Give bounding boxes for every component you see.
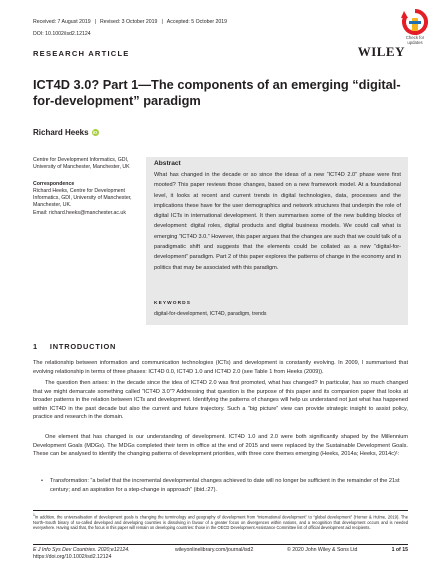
bullet-item-transformation [41, 477, 408, 494]
page-number: 1 of 15 [391, 547, 408, 553]
article-doi-url[interactable]: https://doi.org/10.1002/isd2.12124 [33, 554, 112, 560]
footer-divider [33, 544, 408, 545]
footer-journal-citation [33, 547, 130, 561]
bullet-text: Transformation: “a belief that the incremental developmental changes achieved to date will no longer be sufficient in the remainder of the 21st century; and an aspiration for a step-change in approach” (ibid.:27). [50, 478, 400, 493]
section-heading-introduction [33, 342, 116, 351]
footnote-divider [33, 510, 408, 511]
doi-link[interactable]: DOI: 10.1002/isd2.12124 [33, 31, 91, 37]
author-name[interactable]: Richard Heeks [33, 128, 89, 137]
author-line [33, 128, 99, 137]
abstract-text: What has changed in the decade or so since the ideas of a new “ICT4D 2.0” phase were first mooted? This paper reviews those changes, based on a new framework model. At a foundational level, it looks at recent and current trends in digital technologies, data, processes and the implications these have for the user demographics and network structures that underpin the role of digital ICTs in international development. It then summarises some of the new building blocks of development: digital roles, digital products and digital business models. We could call what is emerging “ICT4D 3.0.” However, this paper argues that the changes are such that we could talk of a paradigmatic shift and suggests that the elements could be collated as a new “digital-for-development” paradigm. Part 2 of this paper explores the patterns of change in the economy and in politics that may be associated with this paradigm. [154, 172, 401, 271]
publisher-logo: WILEY [357, 44, 405, 59]
footnote-marker: 1 [33, 513, 35, 517]
intro-paragraph-1: The relationship between information and communication technologies (ICTs) and development is constantly evolving. In 2009, I summarised that evolving relationship in terms of three phases: ICT4D 0.0, ICT4D 1.0 and ICT4D 2.0 (see Table 1 from Heeks (2009)). [33, 360, 408, 375]
footnote-text: In addition, the universalisation of development goals is changing the terminology and geography of development from “international development” to “global development” (Horner & Hulme, 2019). The North–South binary of so-called developed and developing countries is dissolving in favour of a greater focus on divergences within nations, and a recognition that development occurs and is needed everywhere. Having said that, the focus in this paper will remain on developing countries: those in the OECD Development Assistance Committee list of official development aid recipients. [33, 514, 408, 531]
abstract-heading: Abstract [154, 160, 181, 167]
bullet-icon: • [41, 478, 43, 484]
check-for-updates-badge[interactable] [398, 9, 432, 43]
author-affiliation: Centre for Development Informatics, GDI, University of Manchester, Manchester, UK [33, 157, 130, 171]
keywords-heading: KEYWORDS [154, 301, 192, 306]
article-title: ICT4D 3.0? Part 1—The components of an emerging “digital-for-development” paradigm [33, 77, 401, 108]
article-dates: Received: 7 August 2019 | Revised: 3 October 2019 | Accepted: 5 October 2019 [33, 19, 228, 25]
orcid-icon[interactable]: iD [93, 130, 98, 135]
keywords-list: digital-for-development, ICT4D, paradigm, trends [154, 311, 267, 317]
correspondence-heading: Correspondence [33, 181, 75, 187]
check-for-updates-label: Check for updates [405, 35, 425, 45]
revised-date: Revised: 3 October 2019 [100, 19, 158, 25]
correspondence-block [33, 188, 137, 217]
check-for-updates-icon [398, 9, 432, 36]
journal-citation: E J Info Sys Dev Countries. 2020;e12124. [33, 547, 130, 553]
correspondence-address: Richard Heeks, Centre for Development Informatics, GDI, University of Manchester, Manchester, UK. [33, 188, 132, 209]
copyright-notice: © 2020 John Wiley & Sons Ltd [287, 547, 358, 553]
intro-paragraph-3: One element that has changed is our understanding of development. ICT4D 1.0 and 2.0 were both significantly shaped by the Millennium Development Goals (MDGs). The MDGs completed their term in office at the end of 2015 and were replaced by the Sustainable Development Goals. These can be analysed to identify the changing patterns of development priorities, with three core themes emerging (Heeks, 2014a; Heeks, 2014c)¹: [33, 434, 408, 458]
accepted-date: Accepted: 5 October 2019 [166, 19, 228, 25]
received-date: Received: 7 August 2019 [33, 19, 91, 25]
correspondence-email[interactable]: Email: richard.heeks@manchester.ac.uk [33, 209, 126, 216]
section-number: 1 [33, 342, 38, 351]
article-type: RESEARCH ARTICLE [33, 49, 130, 58]
section-title: INTRODUCTION [49, 342, 117, 351]
journal-url[interactable]: wileyonlinelibrary.com/journal/isd2 [175, 547, 254, 553]
footnote [33, 513, 408, 531]
intro-paragraph-2: The question then arises: in the decade since the idea of ICT4D 2.0 was first promoted, what has changed? In particular, has so much changed that we might demarcate something called “ICT4D 3.0”? Addressing that question is the purpose of this paper and its companion paper that looks at broader patterns in the relation between ICTs and development. Identifying the patterns of changes will help us understand not just what has happened within ICT4D in the past decade but also the current and future trajectory. Such a “big picture” view can provide strategic insight to assist policy, practice and research in the domain. [33, 380, 408, 421]
